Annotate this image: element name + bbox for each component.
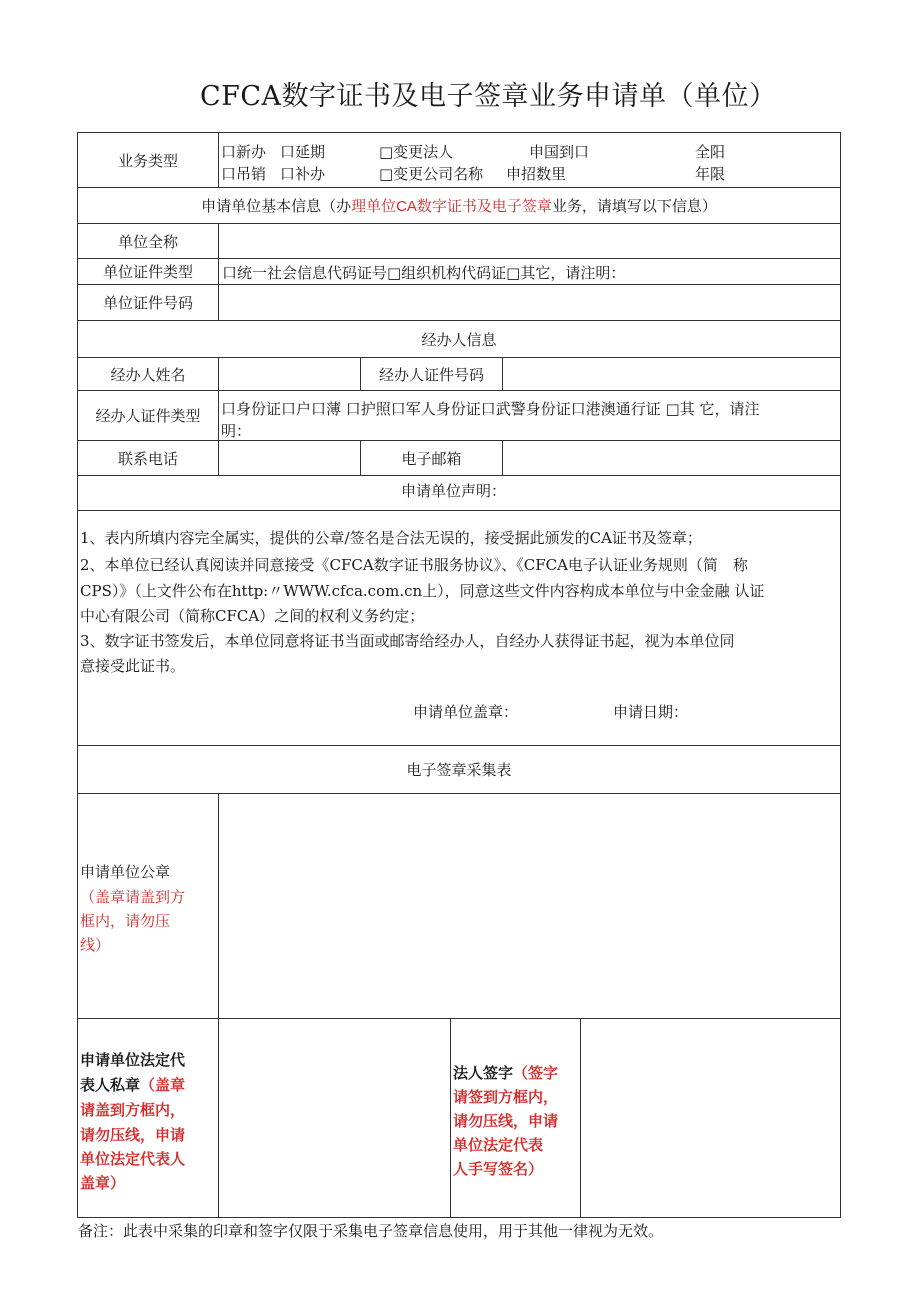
- company-seal-box[interactable]: [218, 793, 841, 1019]
- signature-header: 电子签章采集表: [77, 745, 841, 794]
- legal-seal-box[interactable]: [218, 1018, 451, 1218]
- declaration-line-5: 3、数字证书签发后，本单位同意将证书当面或邮寄给经办人，自经办人获得证书起，视为本单位同: [80, 632, 735, 650]
- legal-sign-note-1: （签字: [513, 1064, 559, 1082]
- legal-sign-label-1: [453, 1062, 558, 1083]
- legal-seal-note-6: 盖章）: [80, 1174, 126, 1192]
- unit-name-label: 单位全称: [77, 223, 219, 259]
- option-reissue[interactable]: 口补办: [280, 165, 326, 183]
- legal-seal-note-3: 请盖到方框内，: [80, 1101, 186, 1119]
- legal-seal-label-cell: [77, 1018, 219, 1218]
- declaration-line-4: 中心有限公司（简称CFCA）之间的权利义务约定；: [80, 607, 425, 625]
- agent-id-no-label: 经办人证件号码: [360, 357, 503, 391]
- company-seal-note-1: （盖章请盖到方: [80, 888, 186, 906]
- unit-cert-type-field[interactable]: [218, 258, 841, 285]
- option-change-name[interactable]: □变更公司名称: [379, 165, 484, 183]
- business-type-label: 业务类型: [77, 132, 219, 188]
- footer-note: 备注：此表中采集的印章和签字仅限于采集电子签章信息使用，用于其他一律视为无效。: [78, 1222, 664, 1240]
- basic-info-header-post: 业务，请填写以下信息）: [551, 197, 717, 215]
- basic-info-header-pre: 申请单位基本信息（办: [201, 197, 352, 215]
- business-type-options: [218, 132, 841, 188]
- legal-sign-label: 法人签字: [453, 1064, 514, 1082]
- company-seal-label: 申请单位公章: [80, 863, 171, 881]
- legal-sign-note-2: 请签到方框内，: [453, 1088, 559, 1106]
- basic-info-header-red: 理单位CA数字证书及电子签章: [351, 198, 552, 215]
- agent-id-type-field[interactable]: [218, 390, 841, 441]
- option-extend[interactable]: 口延期: [280, 143, 326, 161]
- legal-sign-note-3: 请勿压线，申请: [453, 1112, 559, 1130]
- unit-name-input[interactable]: [218, 223, 841, 259]
- legal-sign-label-cell: [450, 1018, 581, 1218]
- declaration-line-6: 意接受此证书。: [80, 657, 186, 675]
- unit-cert-no-input[interactable]: [218, 284, 841, 321]
- option-revoke[interactable]: 口吊销: [221, 165, 267, 183]
- seal-label: 申请单位盖章：: [413, 703, 519, 721]
- agent-id-type-options-line2: 明：: [221, 422, 252, 440]
- option-change-legal[interactable]: □变更法人: [379, 143, 454, 161]
- phone-label: 联系电话: [77, 440, 219, 476]
- page-title: CFCA数字证书及电子签章业务申请单（单位）: [200, 81, 777, 112]
- legal-seal-label-1: 申请单位法定代: [80, 1051, 186, 1069]
- company-seal-note-2: 框内，请勿压: [80, 912, 171, 930]
- unit-cert-type-label: 单位证件类型: [77, 258, 219, 285]
- option-row1-4[interactable]: 申国到口: [529, 143, 590, 161]
- option-row1-5[interactable]: 全阳: [695, 143, 726, 161]
- declaration-header-cell: [77, 475, 841, 511]
- legal-sign-note-5: 人手写签名）: [453, 1160, 544, 1178]
- email-label: 电子邮箱: [360, 440, 503, 476]
- option-row2-5[interactable]: 年限: [695, 165, 726, 183]
- legal-seal-label-2: [80, 1074, 185, 1095]
- declaration-body: [77, 510, 841, 746]
- date-label: 申请日期：: [613, 703, 689, 721]
- agent-id-no-input[interactable]: [502, 357, 841, 391]
- option-row2-4[interactable]: 申招数里: [506, 165, 567, 183]
- legal-seal-note-4: 请勿压线，申请: [80, 1126, 186, 1144]
- agent-id-type-options-line1[interactable]: 口身份证口户口薄 口护照口军人身份证口武警身份证口港澳通行证 □其 它，请注: [221, 400, 760, 418]
- legal-sign-box[interactable]: [580, 1018, 841, 1218]
- phone-input[interactable]: [218, 440, 361, 476]
- legal-seal-note-5: 单位法定代表人: [80, 1150, 186, 1168]
- company-seal-note-3: 线）: [80, 936, 111, 954]
- email-input[interactable]: [502, 440, 841, 476]
- declaration-line-1: 1、表内所填内容完全属实，提供的公章/签名是合法无误的，接受据此颁发的CA证书及签章；: [80, 529, 702, 547]
- declaration-header: 申请单位声明：: [401, 482, 507, 500]
- unit-cert-no-label: 单位证件号码: [77, 284, 219, 321]
- agent-name-input[interactable]: [218, 357, 361, 391]
- declaration-line-2: 2、本单位已经认真阅读并同意接受《CFCA数字证书服务协议》、《CFCA电子认证业务规则（简 称: [80, 556, 748, 574]
- agent-name-label: 经办人姓名: [77, 357, 219, 391]
- option-new[interactable]: 口新办: [221, 143, 267, 161]
- agent-header: 经办人信息: [77, 320, 841, 358]
- legal-seal-label-2-text: 表人私章: [80, 1076, 141, 1094]
- legal-seal-note-2: （盖章: [140, 1076, 186, 1094]
- agent-id-type-label: 经办人证件类型: [77, 390, 219, 441]
- legal-sign-note-4: 单位法定代表: [453, 1136, 544, 1154]
- basic-info-header: [77, 187, 841, 224]
- company-seal-label-cell: [77, 793, 219, 1019]
- unit-cert-type-options[interactable]: 口统一社会信息代码证号□组织机构代码证□其它，请注明：: [222, 264, 626, 282]
- declaration-line-3: CPS）》（上文件公布在http:〃WWW.cfca.com.cn上），同意这些文件内容构成本单位与中金金融 认证: [80, 582, 765, 600]
